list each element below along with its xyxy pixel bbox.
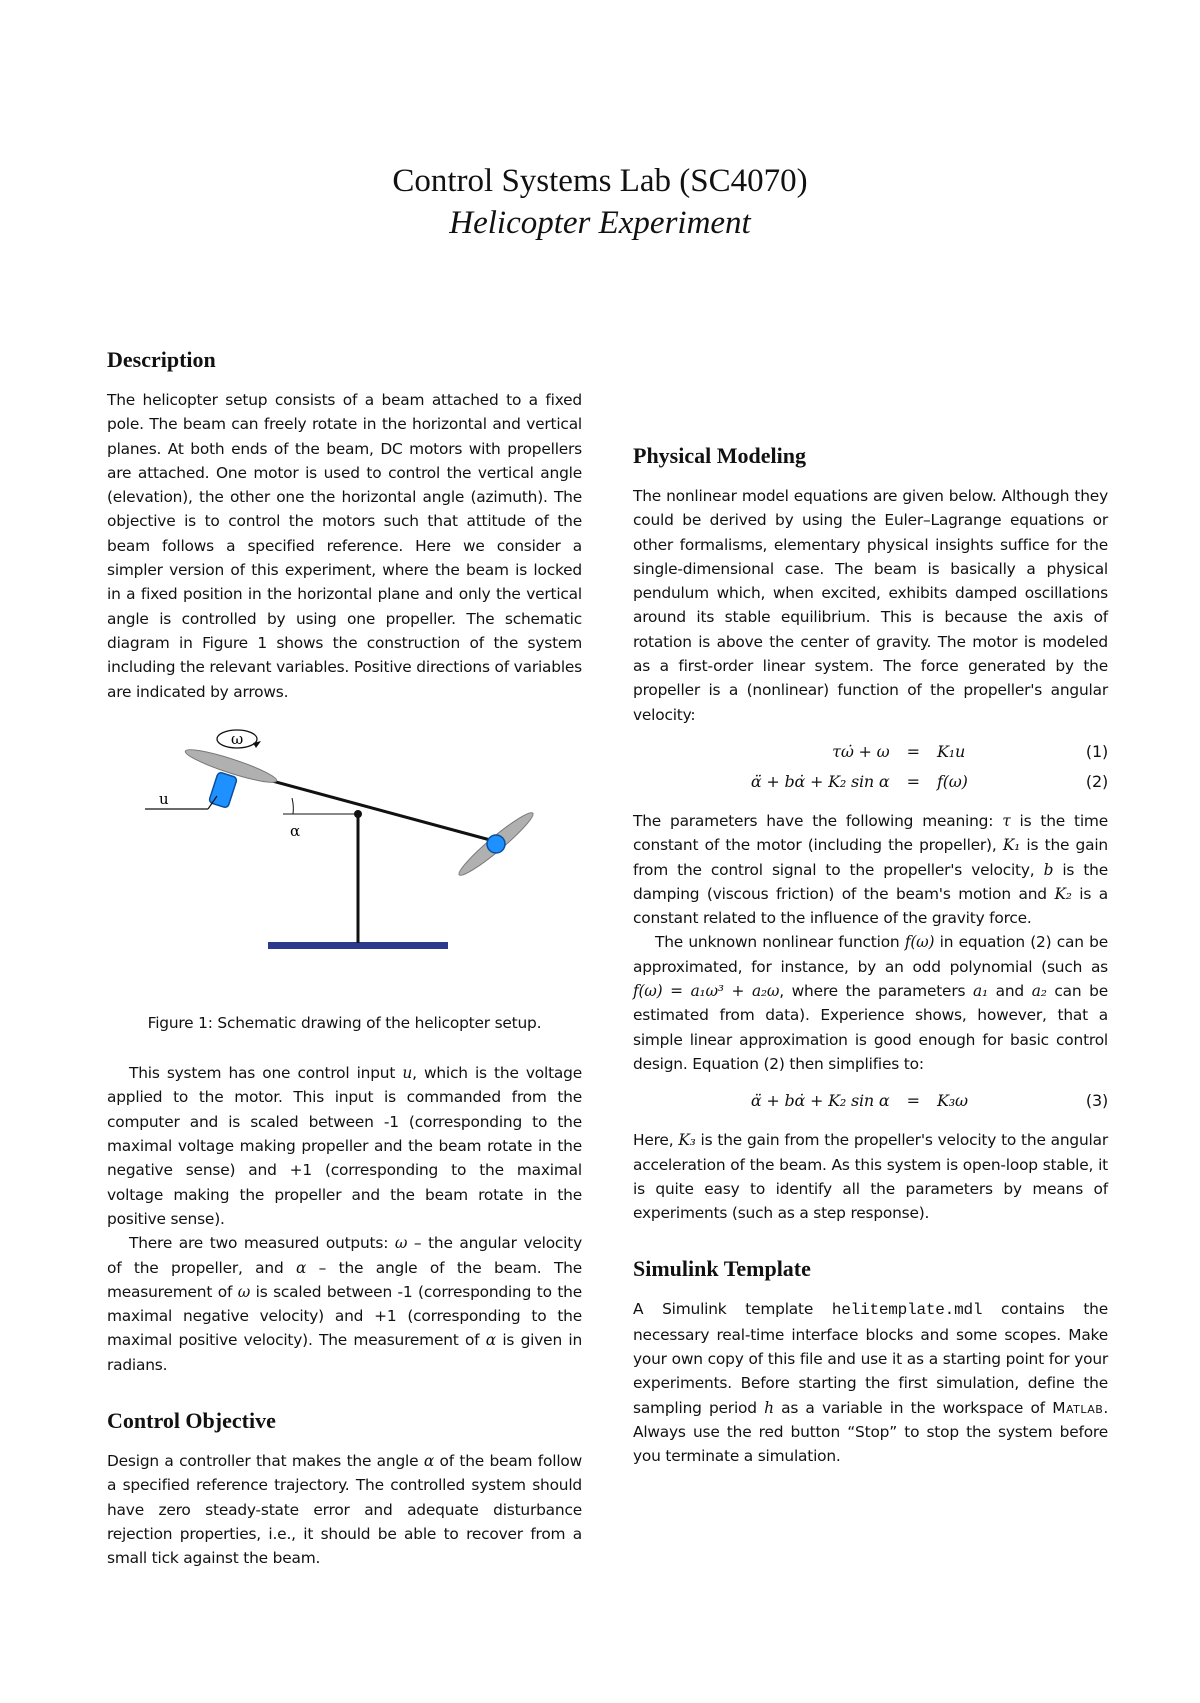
control-input-paragraph: This system has one control input u, which is the voltage applied to the motor. This input is commanded from the computer and is scaled between -1 (corresponding to the maximal voltage making propeller and the beam rotate in the negative sense) and +1 (corresponding to the maximal voltage making the propeller and the beam rotate in the positive sense). xyxy=(107,1064,583,1228)
template-filename: helitemplate.mdl xyxy=(831,1301,983,1320)
right-motor-hub xyxy=(487,835,505,853)
description-paragraph: The helicopter setup consists of a beam attached to a fixed pole. The beam can freely rotate in the horizontal and vertical planes. At both ends of the beam, DC motors with propellers are attached. One motor is used to control the vertical angle (elevation), the other one the horizontal angle (azimuth). The objective is to control the motors such that attitude of the beam follows a specified reference. Here we consider a simpler version of this experiment, where the beam is locked in a fixed position in the horizontal plane and only the vertical angle is controlled by using one propeller. The schematic diagram in Figure 1 shows the construction of the system including the relevant variables. Positive directions of variables are indicated by arrows. xyxy=(107,391,582,701)
omega-arrowhead xyxy=(253,741,261,748)
figure-1 xyxy=(107,726,582,1001)
section-heading-control-objective: Control Objective xyxy=(107,1408,276,1434)
document-title: Control Systems Lab (SC4070) xyxy=(392,163,808,199)
u-label: u xyxy=(159,789,169,808)
equation-2: α̈ + bα̇ + K₂ sin α = f(ω) (2) xyxy=(750,771,1108,791)
right-column xyxy=(633,442,1108,1469)
title-block xyxy=(0,160,1200,244)
figure-caption: Figure 1: Schematic drawing of the helicopter setup. xyxy=(147,1013,542,1032)
parameters-paragraph: The parameters have the following meaning: τ is the time constant of the motor (including the propeller), K₁ is the gain from the control signal to the propeller's velocity, b is the damping (viscous friction) of the beam's motion and K₂ is a constant related to the influence of the gravity force. xyxy=(633,811,1109,928)
section-heading-description: Description xyxy=(107,347,216,372)
physical-modeling-paragraph: The nonlinear model equations are given below. Although they could be derived by using the Euler–Lagrange equations or other formalisms, elementary physical insights suffice for the single-dimensional case. The beam is basically a physical pendulum which, when excited, exhibits damped oscillations around its stable equilibrium. This is because the axis of rotation is above the center of gravity. The motor is modeled as a first-order linear system. The force generated by the propeller is a (nonlinear) function of the propeller's angular velocity: xyxy=(633,487,1108,724)
alpha-label: α xyxy=(290,821,300,840)
left-column xyxy=(107,346,582,1571)
equation-3: α̈ + bα̇ + K₂ sin α = K₃ω (3) xyxy=(750,1091,1108,1111)
gain-paragraph: Here, K₃ is the gain from the propeller's velocity to the angular acceleration of the beam. As this system is open-loop stable, it is quite easy to identify all the parameters by means of experiments (such as a step response). xyxy=(633,1131,1108,1223)
simulink-template-paragraph: A Simulink template helitemplate.mdl contains the necessary real-time interface blocks and some scopes. Make your own copy of this file and use it as a starting point for your experiments. Before starting the first simulation, define the sampling period h as a variable in the workspace of Matlab. Always use the red button “Stop” to stop the system before you terminate a simulation. xyxy=(633,1300,1109,1466)
measured-outputs-paragraph: There are two measured outputs: ω – the angular velocity of the propeller, and α – the angle of the beam. The measurement of ω is scaled between -1 (corresponding to the maximal negative velocity) and +1 (corresponding to the maximal positive velocity). The measurement of α is given in radians. xyxy=(107,1234,582,1374)
helicopter-schematic xyxy=(107,726,582,1001)
base-plate xyxy=(268,942,448,949)
document-subtitle: Helicopter Experiment xyxy=(449,205,751,241)
section-heading-simulink-template: Simulink Template xyxy=(633,1256,811,1282)
equation-1: τω̇ + ω = K₁u (1) xyxy=(832,741,1108,761)
control-objective-paragraph: Design a controller that makes the angle α of the beam follow a specified reference trajectory. The controlled system should have zero steady-state error and adequate disturbance rejection properties, i.e., it should be able to recover from a small tick against the beam. xyxy=(107,1452,582,1568)
nonlinear-function-paragraph: The unknown nonlinear function f(ω) in equation (2) can be approximated, for instance, by an odd polynomial (such as f(ω) = a₁ω³ + a₂ω, where the parameters a₁ and a₂ can be estimated from data). Experience shows, however, that a simple linear approximation is good enough for basic control design. Equation (2) then simplifies to: xyxy=(633,933,1108,1073)
section-heading-physical-modeling: Physical Modeling xyxy=(633,443,806,468)
matlab-name: Matlab xyxy=(1052,1398,1104,1417)
equations-1-2 xyxy=(633,737,1108,797)
omega-label: ω xyxy=(230,729,244,748)
alpha-arc xyxy=(292,798,293,814)
equation-3-block xyxy=(633,1086,1108,1116)
